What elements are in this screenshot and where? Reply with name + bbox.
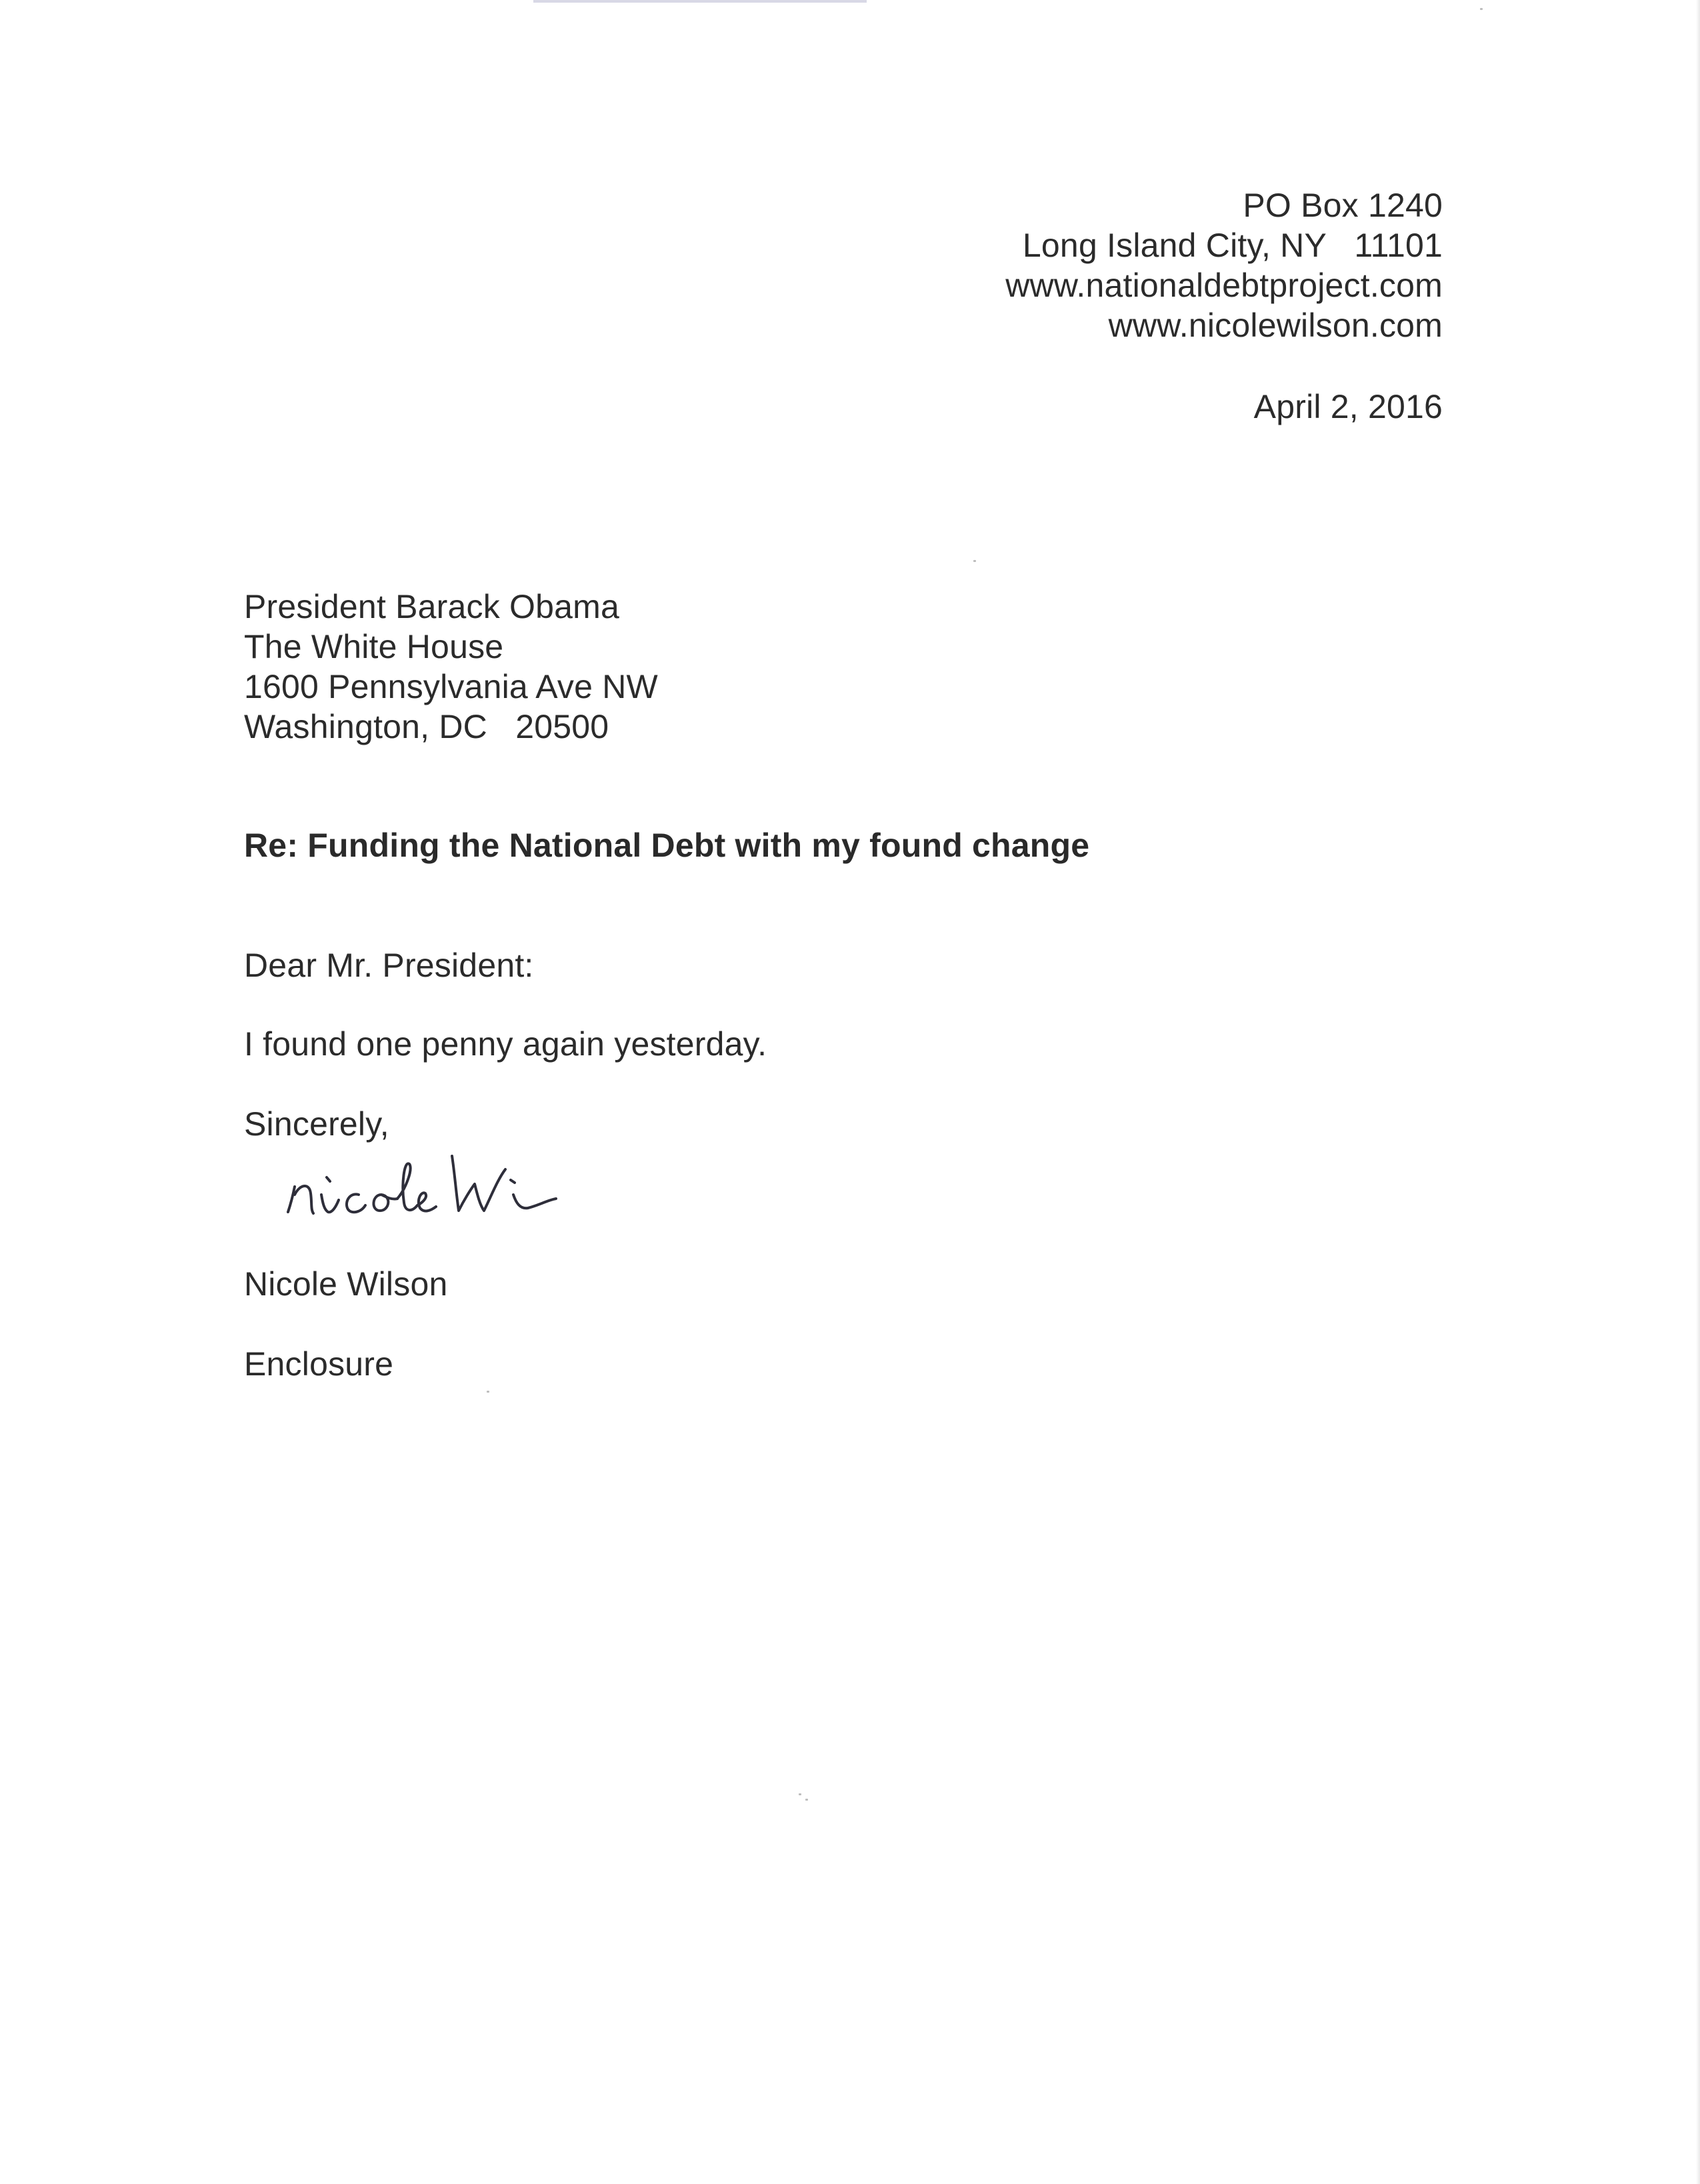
scan-speck — [1480, 8, 1483, 10]
recipient-address-block — [244, 587, 658, 747]
sender-address-line: www.nicolewilson.com — [1108, 307, 1443, 344]
signer-name: Nicole Wilson — [244, 1265, 448, 1303]
handwritten-signature — [280, 1133, 680, 1240]
sender-address-block — [1005, 185, 1443, 345]
subject-line: Re: Funding the National Debt with my found change — [244, 827, 1090, 864]
sender-address-line: www.nationaldebtproject.com — [1005, 267, 1443, 304]
recipient-address-line: 1600 Pennsylvania Ave NW — [244, 668, 658, 705]
scan-speck — [487, 1391, 489, 1393]
recipient-address-line: President Barack Obama — [244, 588, 619, 625]
enclosure-notation: Enclosure — [244, 1345, 394, 1383]
letter-body: I found one penny again yesterday. — [244, 1025, 767, 1063]
letter-date: April 2, 2016 — [1253, 388, 1443, 425]
recipient-address-line: Washington, DC 20500 — [244, 708, 609, 745]
sender-address-line: PO Box 1240 — [1243, 187, 1443, 224]
scan-artifact-top — [533, 0, 867, 3]
closing: Sincerely, — [244, 1105, 389, 1143]
scan-speck — [973, 560, 976, 562]
sender-address-line: Long Island City, NY 11101 — [1022, 227, 1443, 264]
scan-speck — [805, 1799, 808, 1801]
recipient-address-line: The White House — [244, 628, 504, 665]
scan-artifact-right — [1696, 0, 1700, 2184]
salutation: Dear Mr. President: — [244, 947, 534, 984]
scan-speck — [799, 1793, 801, 1795]
